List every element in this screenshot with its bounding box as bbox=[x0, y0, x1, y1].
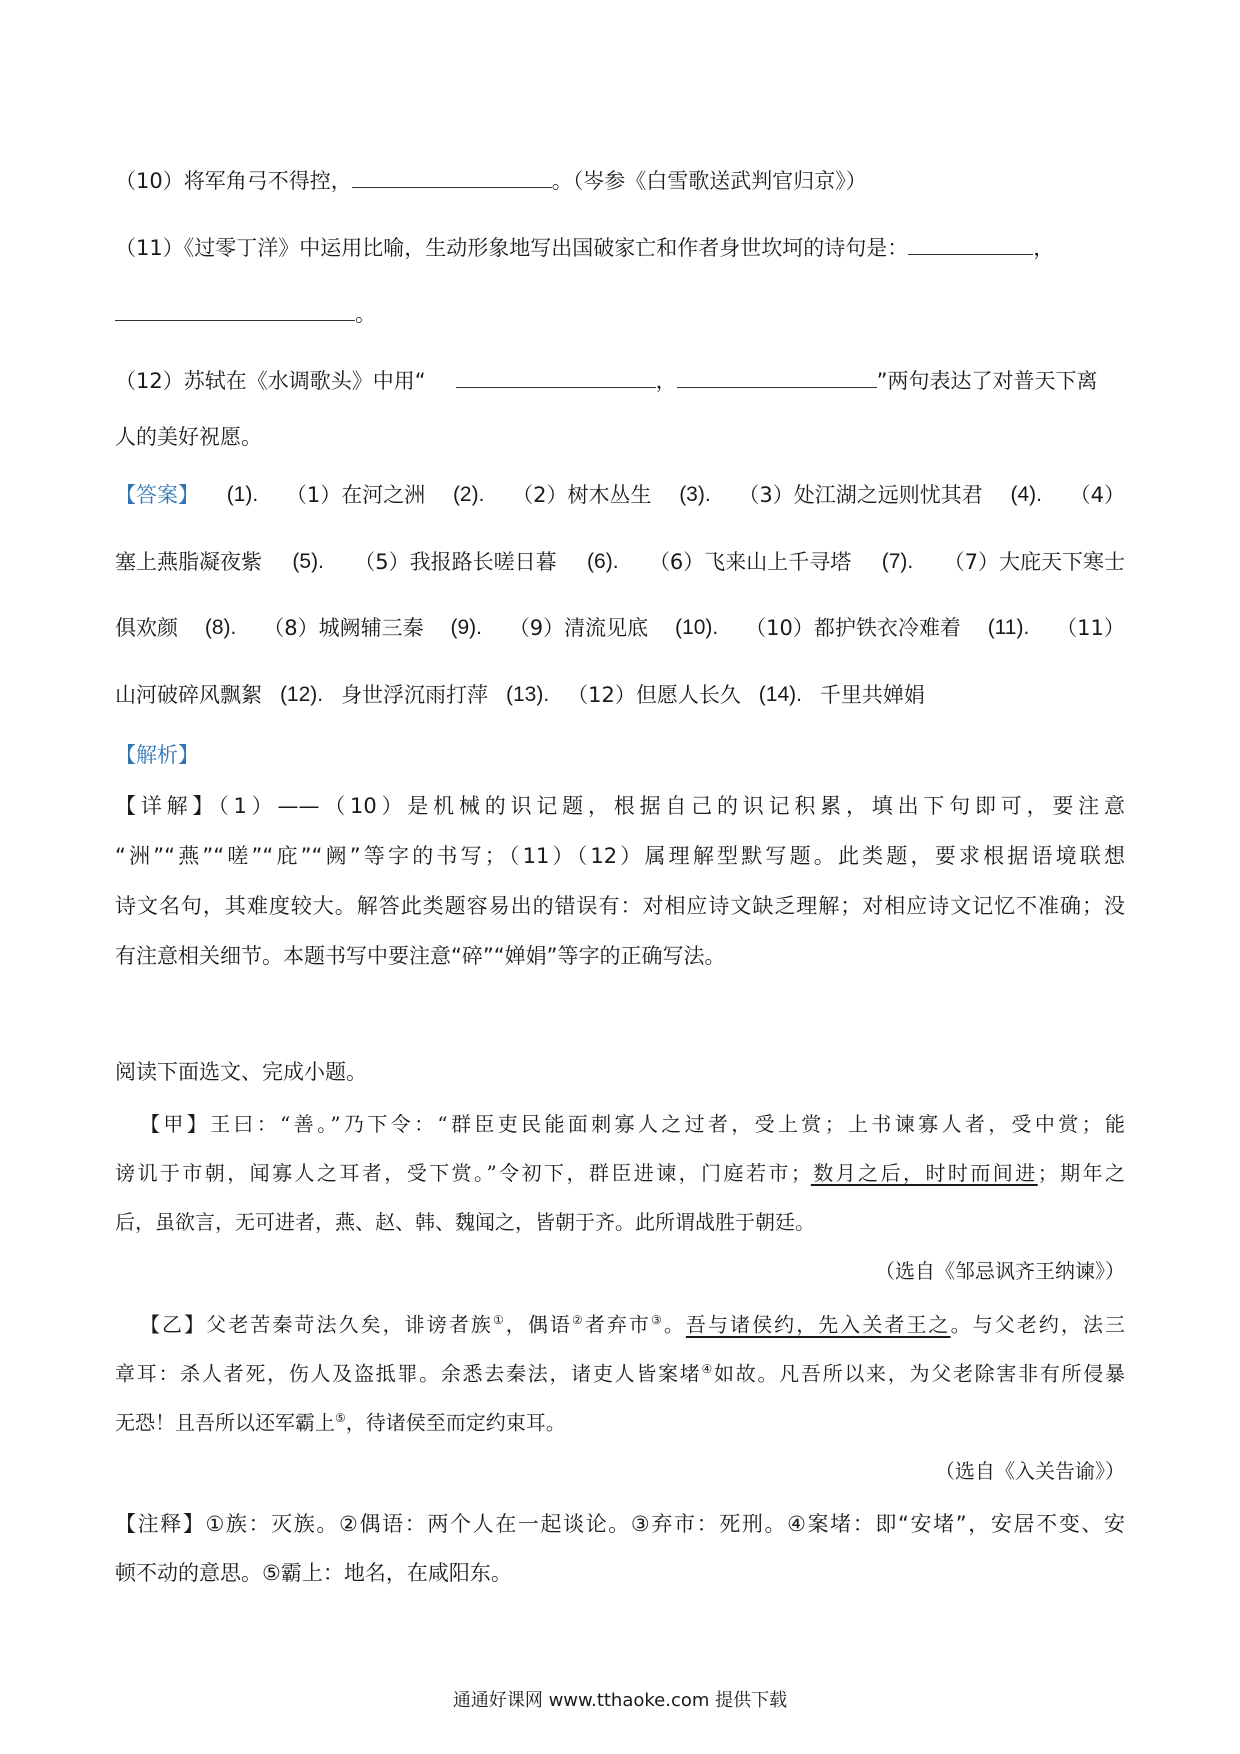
punctuation: ， bbox=[1033, 236, 1055, 260]
footnote-marker: ⑤ bbox=[335, 1411, 346, 1425]
analysis-label: 【解析】 bbox=[115, 743, 199, 767]
question-12-tail: ”两句表达了对普天下离 bbox=[876, 369, 1098, 393]
answer-item: （1）在河之洲 bbox=[285, 483, 426, 507]
passage-yi-line bbox=[115, 1354, 1125, 1389]
answer-number: (7). bbox=[881, 550, 914, 573]
answer-item: （4） bbox=[1069, 483, 1125, 507]
answer-blank[interactable] bbox=[115, 298, 355, 321]
passage-text: 章耳：杀人者死，伤人及盗抵罪。余悉去秦法，诸吏人皆案堵 bbox=[115, 1361, 702, 1386]
analysis-line: “洲”“燕”“嗟”“庇”“阙”等字的书写；（11）（12）属理解型默写题。此类题，要求根据语境联想 bbox=[115, 844, 1125, 868]
answer-item: 山河破碎风飘絮 bbox=[115, 683, 262, 707]
page-footer: 通通好课网 www.tthaoke.com 提供下载 bbox=[452, 1690, 788, 1711]
passage-jia-line: 后，虽欲言，无可进者，燕、赵、韩、魏闻之，皆朝于齐。此所谓战胜于朝廷。 bbox=[115, 1210, 815, 1234]
passage-yi-line bbox=[115, 1403, 566, 1438]
answer-number: (6). bbox=[587, 550, 619, 573]
answer-blank[interactable] bbox=[456, 365, 656, 388]
analysis-line: 【详解】（1）——（10）是机械的识记题，根据自己的识记积累，填出下句即可，要注意 bbox=[115, 794, 1125, 818]
answer-number: (2). bbox=[452, 483, 485, 506]
passage-jia-line bbox=[115, 1158, 1125, 1188]
underlined-sentence: 吾与诸侯约，先入关者王之 bbox=[685, 1312, 951, 1337]
answer-item: （7）大庇天下寒士 bbox=[943, 550, 1125, 574]
answer-item: 塞上燕脂凝夜紫 bbox=[115, 550, 262, 574]
passage-text: ；期年之 bbox=[1037, 1161, 1126, 1185]
answer-number: (13). bbox=[506, 683, 550, 706]
analysis-line: 诗文名句，其难度较大。解答此类题容易出的错误有：对相应诗文缺乏理解；对相应诗文记忆不准确；没 bbox=[115, 894, 1125, 918]
passage-jia-line: 【甲】王曰：“善。”乃下令：“群臣吏民能面刺寡人之过者，受上赏；上书谏寡人者，受中赏；能 bbox=[140, 1112, 1125, 1136]
analysis-line: 有注意相关细节。本题书写中要注意“碎”“婵娟”等字的正确写法。 bbox=[115, 944, 726, 968]
answer-number: (11). bbox=[987, 616, 1030, 639]
answer-item: 千里共婵娟 bbox=[819, 683, 925, 707]
answer-row-3 bbox=[115, 613, 1125, 643]
answer-blank[interactable] bbox=[908, 232, 1033, 255]
answer-item: （10）都护铁衣冷难着 bbox=[745, 616, 961, 640]
answer-item: （2）树木丛生 bbox=[512, 483, 652, 507]
answer-item: （5）我报路长嗟日暮 bbox=[354, 550, 557, 574]
question-11-text: （11）《过零丁洋》中运用比喻，生动形象地写出国破家亡和作者身世坎坷的诗句是： bbox=[115, 236, 909, 260]
answer-row-1 bbox=[115, 480, 1125, 510]
passage-text: ，偶语 bbox=[505, 1312, 572, 1337]
passage-text: 【乙】父老苦秦苛法久矣，诽谤者族 bbox=[140, 1312, 493, 1337]
footnote-marker: ④ bbox=[701, 1362, 714, 1376]
question-12-text-2: 人的美好祝愿。 bbox=[115, 425, 262, 449]
footnote-marker: ③ bbox=[651, 1313, 664, 1327]
punctuation: 。 bbox=[355, 302, 376, 326]
answer-number: (12). bbox=[279, 683, 324, 706]
answer-blank[interactable] bbox=[352, 165, 552, 188]
passage-text: 无恐！且吾所以还军霸上 bbox=[115, 1410, 335, 1435]
passage-text: 。与父老约，法三 bbox=[950, 1312, 1126, 1337]
question-10 bbox=[115, 165, 867, 196]
question-10-source: 。（岑参《白雪歌送武判官归京》） bbox=[551, 169, 867, 193]
question-12 bbox=[115, 365, 1098, 396]
passage-yi-source: （选自《入关告谕》） bbox=[935, 1459, 1125, 1483]
question-11-line2 bbox=[115, 298, 376, 329]
punctuation: ， bbox=[655, 369, 677, 393]
answer-blank[interactable] bbox=[677, 365, 877, 388]
footnote-marker: ② bbox=[571, 1313, 585, 1327]
question-12-line2 bbox=[115, 422, 262, 452]
answer-number: (5). bbox=[292, 550, 324, 573]
passage-text: 者弃市 bbox=[584, 1312, 651, 1337]
reading-intro: 阅读下面选文、完成小题。 bbox=[115, 1060, 367, 1084]
answer-item: （12）但愿人长久 bbox=[567, 683, 741, 707]
answer-row-4 bbox=[115, 680, 925, 710]
passage-text: 谤讥于市朝，闻寡人之耳者，受下赏。”令初下，群臣进谏，门庭若市； bbox=[115, 1161, 811, 1185]
answer-item: 身世浮沉雨打萍 bbox=[341, 683, 489, 707]
answer-number: (14). bbox=[758, 683, 802, 706]
notes-line: 顿不动的意思。⑤霸上：地名，在咸阳东。 bbox=[115, 1561, 512, 1585]
passage-text: 。 bbox=[663, 1312, 686, 1337]
question-11 bbox=[115, 232, 1054, 263]
answer-number: (3). bbox=[679, 483, 711, 506]
answer-number: (9). bbox=[450, 616, 482, 639]
footnote-marker: ① bbox=[492, 1313, 506, 1327]
answer-item: （8）城阙辅三秦 bbox=[263, 616, 424, 640]
passage-text: ，待诸侯至而定约束耳。 bbox=[345, 1410, 566, 1435]
question-10-text: （10）将军角弓不得控， bbox=[115, 169, 352, 193]
answer-item: （3）处江湖之远则忧其君 bbox=[738, 483, 983, 507]
answer-item: （6）飞来山上千寻塔 bbox=[648, 550, 852, 574]
answer-number: (8). bbox=[204, 616, 237, 639]
passage-jia-source: （选自《邹忌讽齐王纳谏》） bbox=[875, 1259, 1125, 1283]
answer-number: (10). bbox=[675, 616, 719, 639]
answer-label: 【答案】 bbox=[115, 483, 199, 507]
answer-number: (1). bbox=[226, 483, 259, 506]
answer-item: （9）清流见底 bbox=[508, 616, 649, 640]
underlined-sentence: 数月之后，时时而间进 bbox=[810, 1161, 1038, 1185]
answer-number: (4). bbox=[1010, 483, 1042, 506]
passage-yi-line bbox=[140, 1305, 1125, 1340]
notes-line: 【注释】①族：灭族。②偶语：两个人在一起谈论。③弃市：死刑。④案堵：即“安堵”，安居不变、安 bbox=[115, 1512, 1125, 1536]
answer-item: （11） bbox=[1056, 616, 1125, 640]
question-12-text: （12）苏轼在《水调歌头》中用“ bbox=[115, 369, 426, 393]
passage-text: 如故。凡吾所以来，为父老除害非有所侵暴 bbox=[714, 1361, 1126, 1386]
answer-row-2 bbox=[115, 547, 1125, 577]
answer-item: 俱欢颜 bbox=[115, 616, 178, 640]
